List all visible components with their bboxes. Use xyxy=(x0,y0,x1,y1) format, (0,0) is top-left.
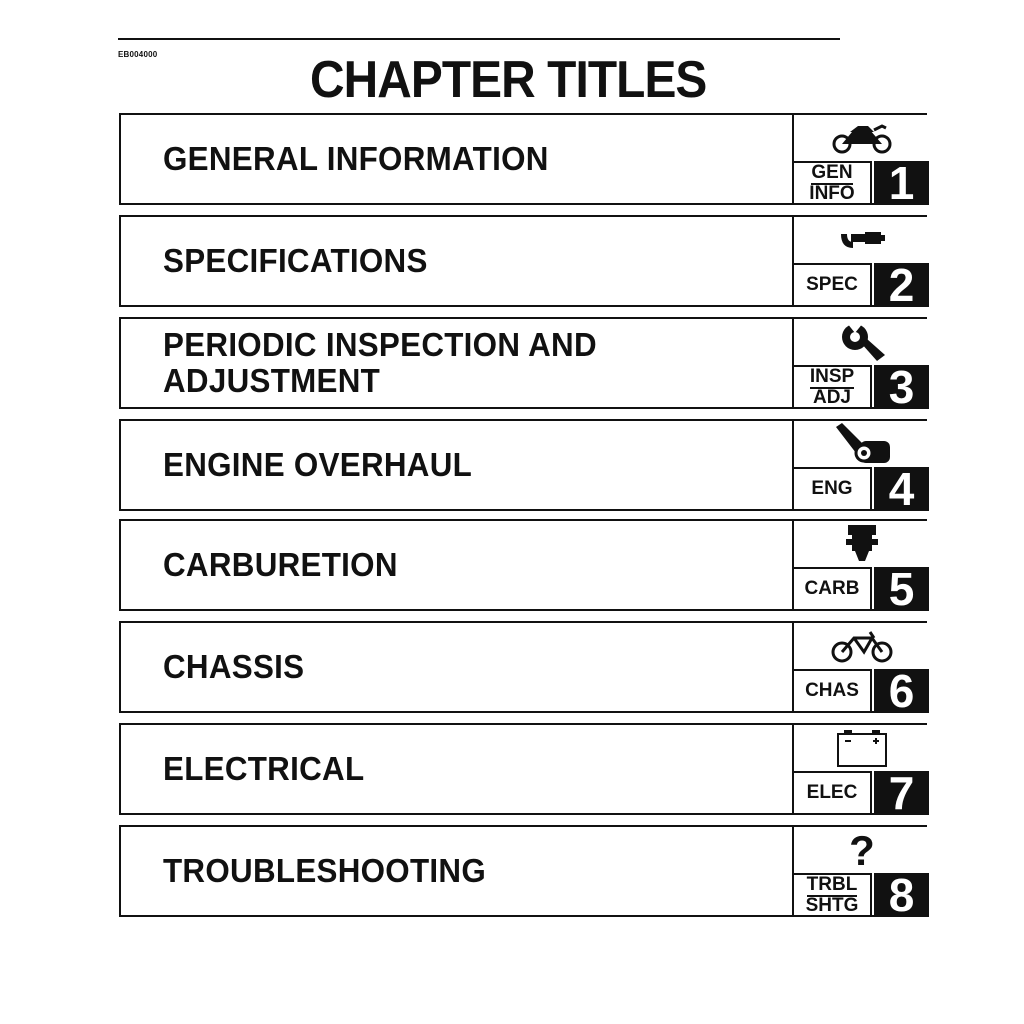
engine-icon xyxy=(794,423,929,465)
chapter-tab[interactable] xyxy=(792,521,929,615)
svg-text:?: ? xyxy=(848,829,875,871)
chapter-row-chassis[interactable] xyxy=(119,621,927,717)
chapter-row-engine-overhaul[interactable] xyxy=(119,419,927,515)
chapter-abbr xyxy=(794,365,872,407)
chapter-title: CARBURETION xyxy=(163,546,398,583)
abbr-top: SPEC xyxy=(806,274,858,295)
chapter-tab[interactable] xyxy=(792,827,929,921)
chapter-tab[interactable] xyxy=(792,421,929,515)
chapter-number: 4 xyxy=(874,467,929,511)
chapter-number: 2 xyxy=(874,263,929,307)
micrometer-icon xyxy=(794,219,929,261)
chapter-number: 5 xyxy=(874,567,929,611)
chapter-number: 8 xyxy=(874,873,929,917)
chapter-row-inspection-adjustment[interactable] xyxy=(119,317,927,413)
abbr-top: ELEC xyxy=(806,782,858,803)
abbr-top: ENG xyxy=(811,478,853,499)
abbr-bottom: SHTG xyxy=(805,894,859,916)
chapter-number: 3 xyxy=(874,365,929,409)
motorcycle-icon xyxy=(794,117,929,159)
chapter-abbr xyxy=(794,263,872,305)
chapter-tab[interactable] xyxy=(792,217,929,311)
top-rule xyxy=(118,38,840,40)
wrench-icon xyxy=(794,321,929,363)
chapter-title: PERIODIC INSPECTION AND ADJUSTMENT xyxy=(163,326,597,399)
abbr-top: CARB xyxy=(804,578,860,599)
question-icon xyxy=(794,829,929,871)
chapter-row-electrical[interactable] xyxy=(119,723,927,819)
bicycle-frame-icon xyxy=(794,625,929,667)
chapter-tab[interactable] xyxy=(792,623,929,717)
chapter-number: 7 xyxy=(874,771,929,815)
chapter-tab[interactable] xyxy=(792,725,929,819)
chapter-abbr xyxy=(794,467,872,509)
abbr-bottom: INFO xyxy=(809,182,855,204)
chapter-tab[interactable] xyxy=(792,115,929,209)
chapter-tab[interactable] xyxy=(792,319,929,413)
chapter-abbr xyxy=(794,771,872,813)
abbr-bottom: ADJ xyxy=(812,386,851,408)
chapter-row-carburetion[interactable] xyxy=(119,519,927,615)
chapter-number: 6 xyxy=(874,669,929,713)
chapter-abbr xyxy=(794,567,872,609)
carburetor-icon xyxy=(794,523,929,565)
chapter-title: SPECIFICATIONS xyxy=(163,242,428,279)
chapter-title: ELECTRICAL xyxy=(163,750,365,787)
chapter-title: ENGINE OVERHAUL xyxy=(163,446,473,483)
chapter-row-specifications[interactable] xyxy=(119,215,927,311)
chapter-row-troubleshooting[interactable] xyxy=(119,825,927,921)
chapter-title: TROUBLESHOOTING xyxy=(163,852,486,889)
abbr-top: GEN xyxy=(811,161,853,183)
chapter-abbr xyxy=(794,873,872,915)
battery-icon xyxy=(794,727,929,769)
doc-code: EB004000 xyxy=(118,50,158,59)
chapter-title: CHASSIS xyxy=(163,648,305,685)
chapter-number: 1 xyxy=(874,161,929,205)
chapter-abbr xyxy=(794,669,872,711)
abbr-top: INSP xyxy=(809,365,855,387)
chapter-title: GENERAL INFORMATION xyxy=(163,140,549,177)
chapter-row-general-info[interactable] xyxy=(119,113,927,209)
abbr-top: CHAS xyxy=(805,680,859,701)
page-title: CHAPTER TITLES xyxy=(310,51,707,109)
chapter-abbr xyxy=(794,161,872,203)
abbr-top: TRBL xyxy=(806,873,858,895)
